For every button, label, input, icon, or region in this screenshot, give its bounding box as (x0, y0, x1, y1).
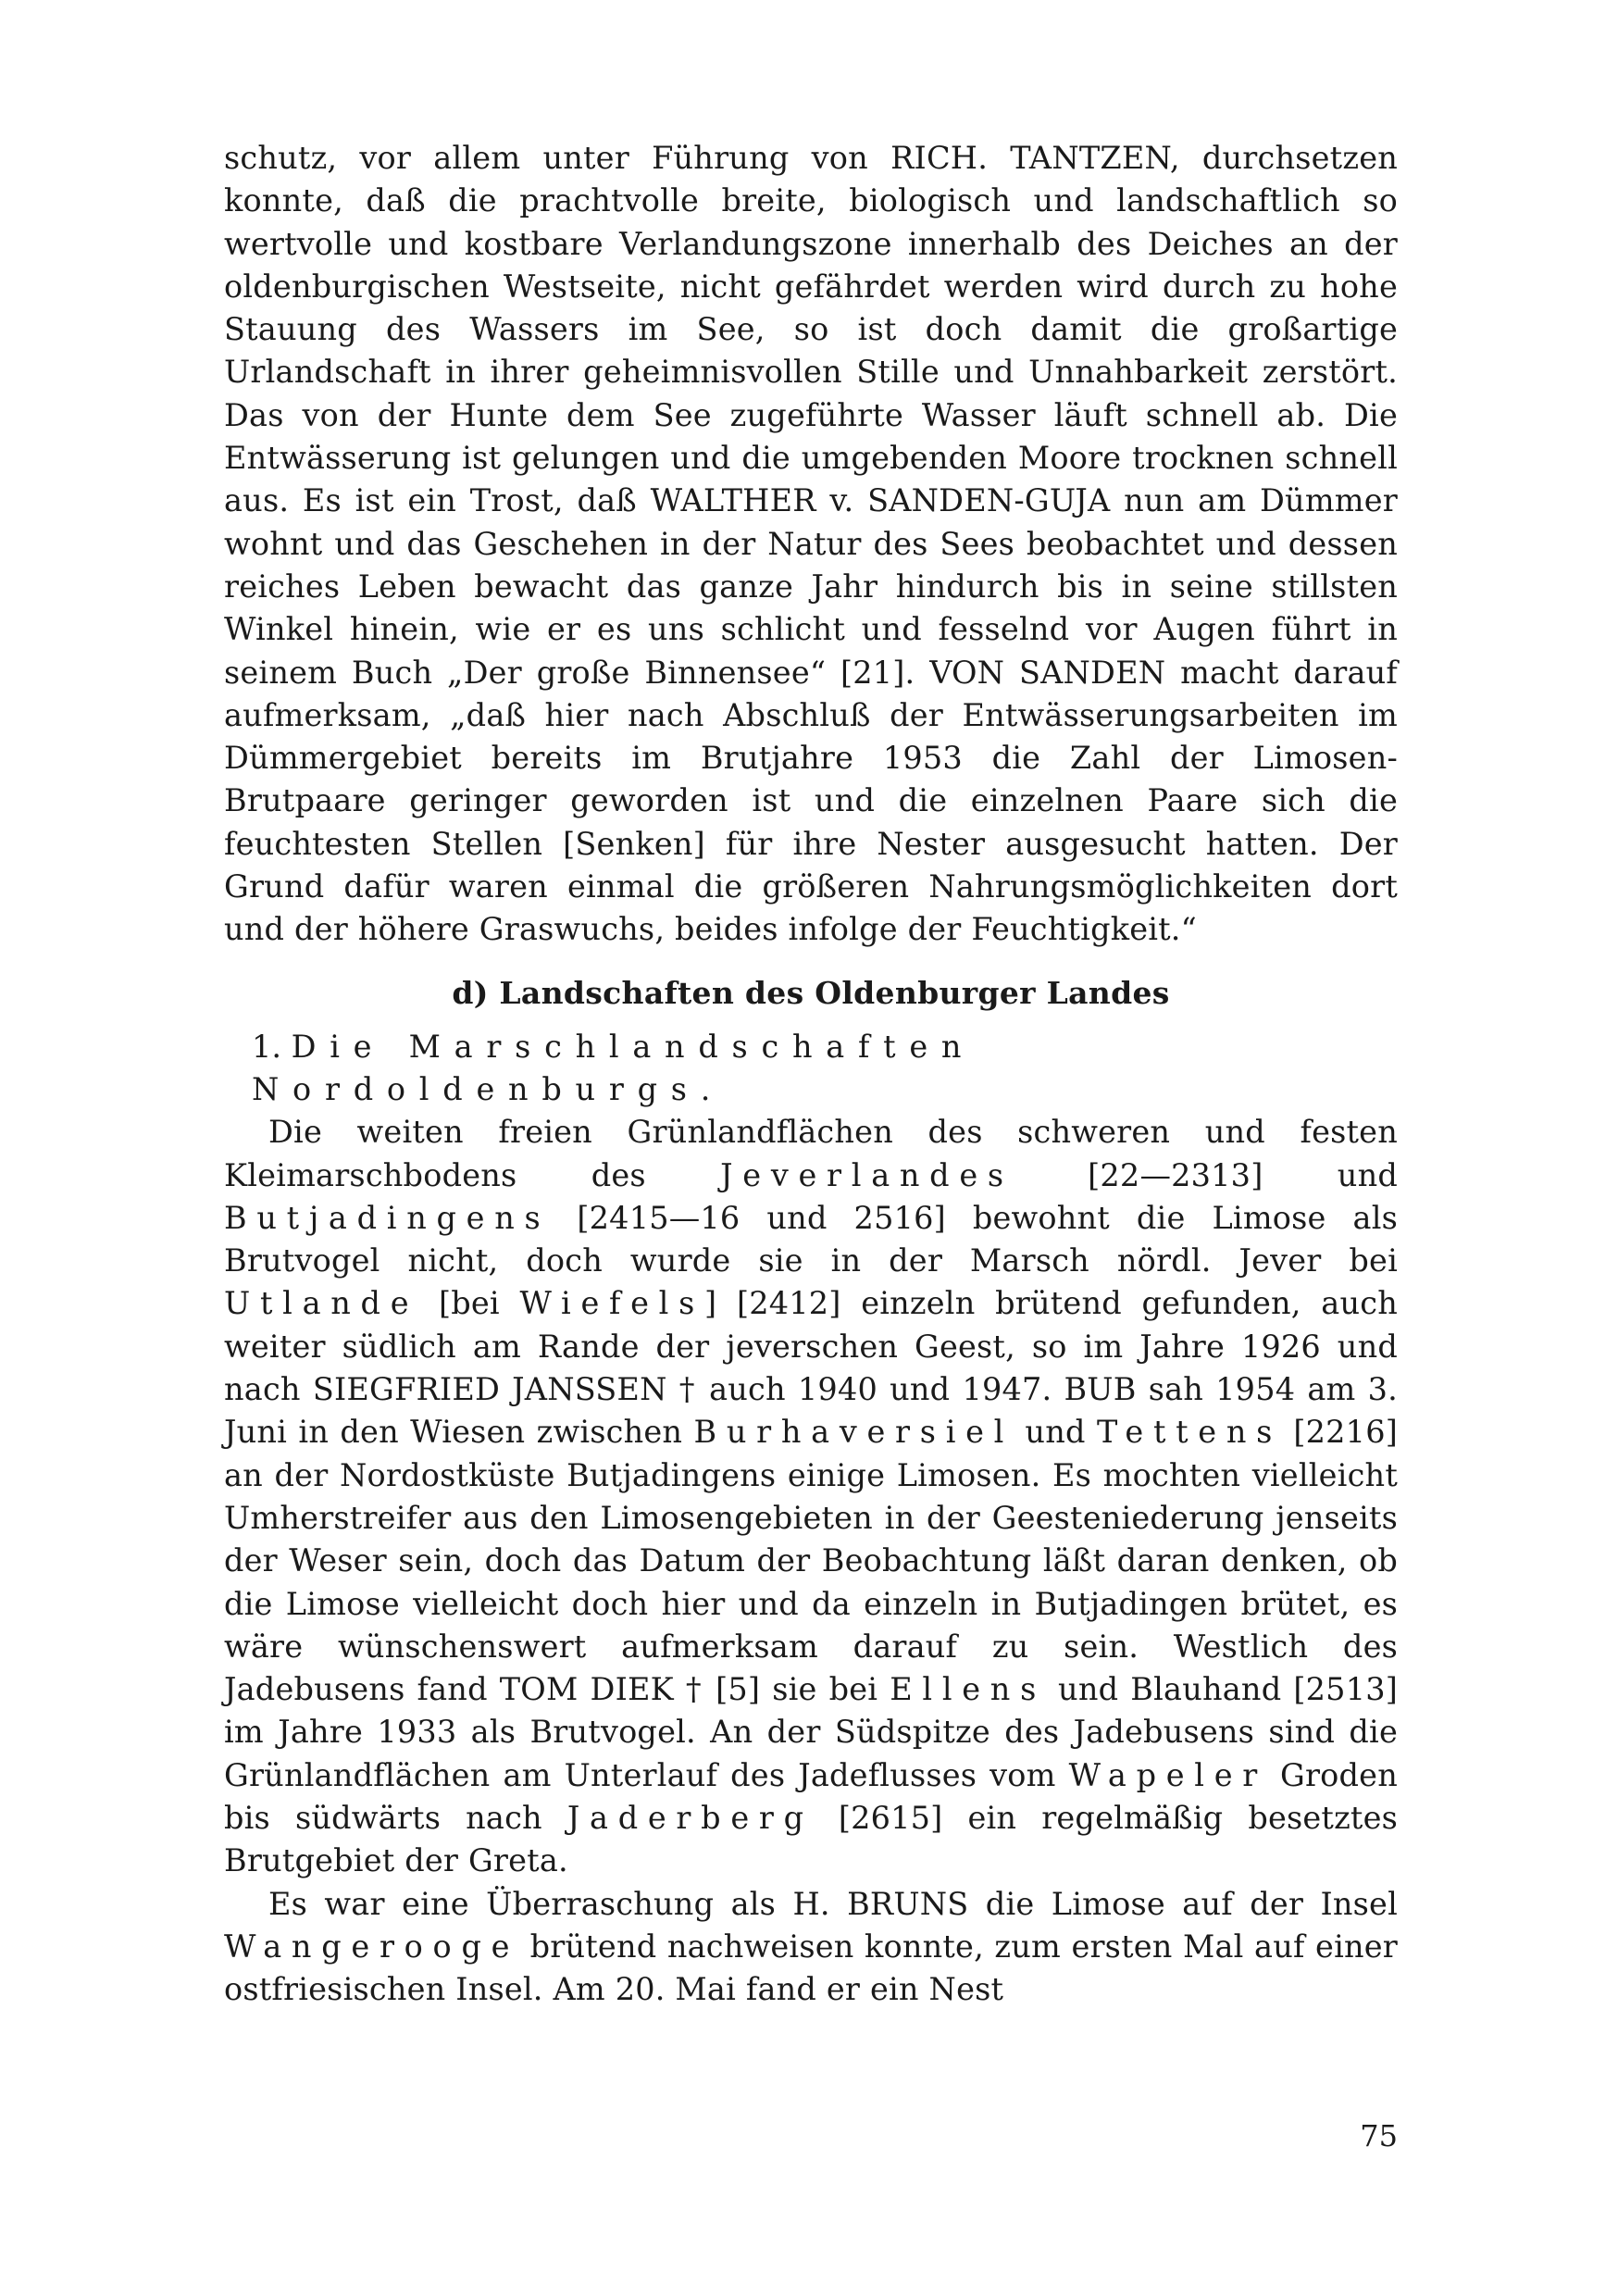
spaced-place-name: Butjadingens (224, 1199, 551, 1236)
text-run: Groden bis südwärts nach (224, 1756, 1398, 1836)
spaced-place-name: Utlande (224, 1285, 419, 1322)
text-run: ] [2412] einzeln brütend gefunden, auch weiter südlich am Rande der jeverschen Geest, so im Jahre 1926 und nach SIEGFRIED JANSSEN † auch 1940 und 1947. BUB sah 1954 am 3. Juni in den Wiesen zwischen (224, 1285, 1398, 1451)
spaced-place-name: Tettens (1096, 1414, 1283, 1451)
text-run: brütend nachweisen konnte, zum ersten Mal auf einer ostfriesischen Insel. Am 20. Mai fand er ein Nest (224, 1928, 1398, 2008)
subsection-heading (224, 1026, 1398, 1112)
page-number: 75 (1360, 2118, 1398, 2153)
text-run: [2216] an der Nordostküste Butjadingens einige Limosen. Es mochten vielleicht Umherstreifer aus den Limosengebieten in der Geesteniederung jenseits der Weser sein, doch das Datum der Beobachtung läßt daran denken, ob die Limose vielleicht doch hier und da einzeln in Butjadingen brütet, es wäre wünschenswert aufmerksam darauf zu sein. Westlich des Jadebusens fand TOM DIEK † [5] sie bei (224, 1414, 1398, 1708)
paragraph-continuation: schutz, vor allem unter Führung von RICH. TANTZEN, durchsetzen konnte, daß die prachtvolle breite, biologisch und landschaftlich so wertvolle und kostbare Verlandungszone innerhalb des Deiches an der oldenburgischen Westseite, nicht gefährdet werden wird durch zu hohe Stauung des Wassers im See, so ist doch damit die großartige Urlandschaft in ihrer geheimnisvollen Stille und Unnahbarkeit zerstört. Das von der Hunte dem See zugeführte Wasser läuft schnell ab. Die Entwässerung ist gelungen und die umgebenden Moore trocknen schnell aus. Es ist ein Trost, daß WALTHER v. SANDEN-GUJA nun am Dümmer wohnt und das Geschehen in der Natur des Sees beobachtet und dessen reiches Leben bewacht das ganze Jahr hindurch bis in seine stillsten Winkel hinein, wie er es uns schlicht und fesselnd vor Augen führt in seinem Buch „Der große Binnensee“ [21]. VON SANDEN macht darauf aufmerksam, „daß hier nach Abschluß der Entwässerungsarbeiten im Dümmergebiet bereits im Brutjahre 1953 die Zahl der Limosen-Brutpaare geringer geworden ist und die einzelnen Paare sich die feuchtesten Stellen [Senken] für ihre Nester ausgesucht hatten. Der Grund dafür waren einmal die größeren Nahrungsmöglichkeiten dort und der höhere Graswuchs, beides infolge der Feuchtigkeit.“ (224, 140, 1398, 948)
subsection-number: 1. (252, 1028, 281, 1065)
subsection-title: Die Marschlandschaften Nordoldenburgs. (252, 1028, 976, 1107)
text-run: Die weiten freien Grünlandflächen des schweren und festen Kleimarschbodens des (224, 1114, 1398, 1193)
text-run: [2415—16 und 2516] bewohnt die Limose als Brutvogel nicht, doch wurde sie in der Marsch nördl. Jever bei (224, 1199, 1398, 1279)
spaced-place-name: Wiefels (519, 1285, 705, 1322)
text-run: [bei (418, 1285, 520, 1322)
page-content (224, 137, 1398, 2011)
section-heading: d) Landschaften des Oldenburger Landes (452, 974, 1170, 1011)
text-run: [22—2313] und (1013, 1156, 1398, 1193)
spaced-place-name: Ellens (890, 1671, 1047, 1708)
text-run: Es war eine Überraschung als H. BRUNS die Limose auf der Insel (268, 1885, 1398, 1922)
spaced-place-name: Burhaversiel (693, 1414, 1014, 1451)
text-run: [2615] ein regelmäßig besetztes Brutgebiet der Greta. (224, 1799, 1399, 1879)
spaced-place-name: Wapeler (1068, 1756, 1267, 1793)
spaced-place-name: Wangerooge (224, 1928, 520, 1965)
text-run: und (1014, 1414, 1097, 1451)
spaced-place-name: Jeverlandes (720, 1156, 1014, 1193)
paragraph-wangerooge (224, 1883, 1398, 2012)
text-run: und Blauhand [2513] im Jahre 1933 als Brutvogel. An der Südspitze des Jadebusens sind die Grünlandflächen am Unterlauf des Jadeflusses vom (224, 1671, 1398, 1793)
spaced-place-name: Jaderberg (566, 1799, 814, 1836)
paragraph-marschlandschaften (224, 1111, 1398, 1882)
